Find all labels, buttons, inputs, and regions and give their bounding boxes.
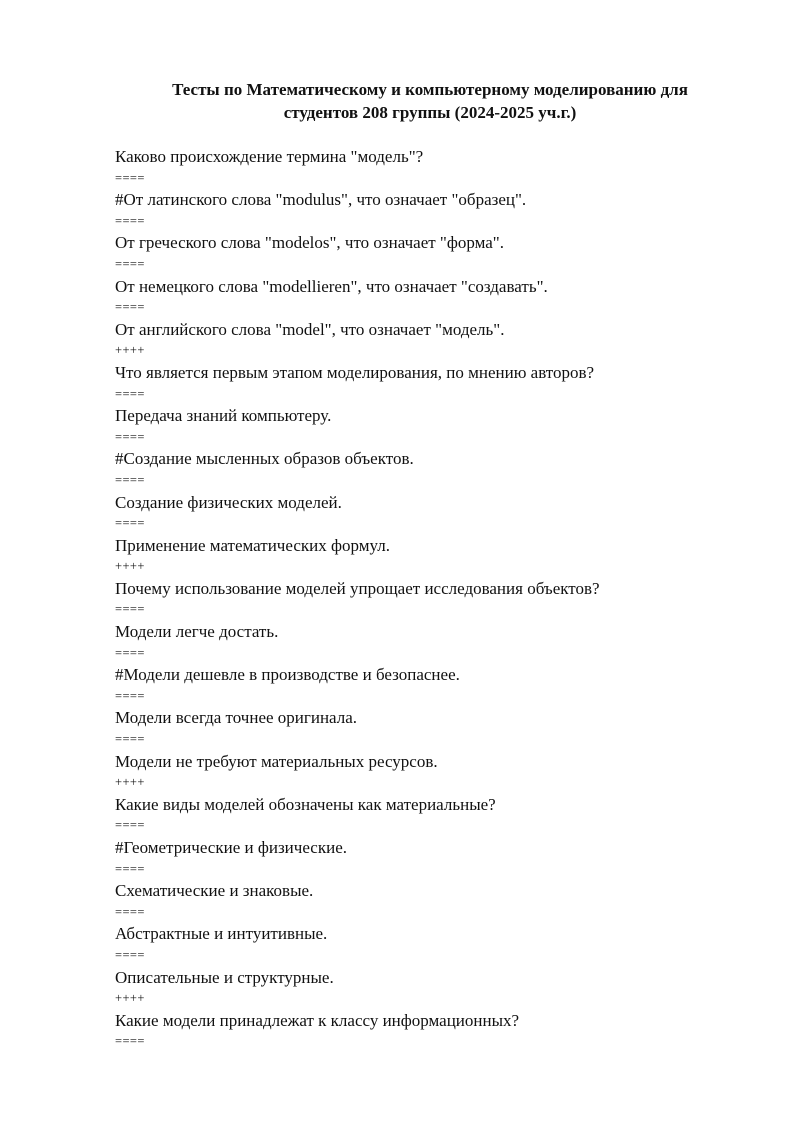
answer-text: Схематические и знаковые. bbox=[115, 881, 314, 901]
separator: ==== bbox=[115, 516, 145, 531]
question-text: Почему использование моделей упрощает исследования объектов? bbox=[115, 578, 600, 598]
separator: ==== bbox=[115, 300, 145, 315]
answer-text: Модели не требуют материальных ресурсов. bbox=[115, 751, 438, 771]
separator: ==== bbox=[115, 256, 145, 271]
answer-text: #От латинского слова "modulus", что означает "образец". bbox=[115, 190, 527, 210]
separator: ==== bbox=[115, 213, 145, 228]
answer-text: От греческого слова "modelos", что означает "форма". bbox=[115, 233, 504, 253]
separator: ==== bbox=[115, 947, 145, 962]
document-title bbox=[120, 78, 740, 124]
separator: ==== bbox=[115, 1034, 145, 1049]
answer-text: Модели всегда точнее оригинала. bbox=[115, 708, 358, 728]
answer-text: Абстрактные и интуитивные. bbox=[115, 924, 328, 944]
test-content bbox=[115, 146, 755, 1053]
separator: ==== bbox=[115, 688, 145, 703]
question-text: Что является первым этапом моделирования, по мнению авторов? bbox=[115, 362, 595, 382]
answer-text: От немецкого слова "modellieren", что означает "создавать". bbox=[115, 276, 548, 296]
question-text: Каково происхождение термина "модель"? bbox=[115, 147, 424, 166]
separator: ==== bbox=[115, 645, 145, 660]
question-text: Какие модели принадлежат к классу информационных? bbox=[115, 1010, 520, 1030]
separator: ==== bbox=[115, 861, 145, 876]
answer-text: Создание физических моделей. bbox=[115, 492, 342, 512]
answer-text: Модели легче достать. bbox=[115, 622, 279, 642]
question-separator: ++++ bbox=[115, 775, 145, 790]
separator: ==== bbox=[115, 170, 145, 185]
question-text: Какие виды моделей обозначены как материальные? bbox=[115, 794, 496, 814]
title-line-2: студентов 208 группы (2024-2025 уч.г.) bbox=[283, 103, 577, 122]
question-separator: ++++ bbox=[115, 343, 145, 358]
separator: ==== bbox=[115, 429, 145, 444]
separator: ==== bbox=[115, 386, 145, 401]
answer-text: Передача знаний компьютеру. bbox=[115, 406, 332, 426]
answer-text: Применение математических формул. bbox=[115, 535, 390, 555]
answer-text: #Геометрические и физические. bbox=[115, 838, 347, 857]
question-separator: ++++ bbox=[115, 559, 145, 574]
answer-text: Описательные и структурные. bbox=[115, 967, 334, 987]
separator: ==== bbox=[115, 472, 145, 487]
answer-text: #Модели дешевле в производстве и безопаснее. bbox=[115, 665, 460, 685]
question-separator: ++++ bbox=[115, 991, 145, 1006]
separator: ==== bbox=[115, 602, 145, 617]
separator: ==== bbox=[115, 732, 145, 747]
separator: ==== bbox=[115, 904, 145, 919]
answer-text: От английского слова "model", что означает "модель". bbox=[115, 319, 505, 339]
answer-text: #Создание мысленных образов объектов. bbox=[115, 449, 414, 469]
title-line-1: Тесты по Математическому и компьютерному моделированию для bbox=[172, 80, 688, 99]
separator: ==== bbox=[115, 818, 145, 833]
